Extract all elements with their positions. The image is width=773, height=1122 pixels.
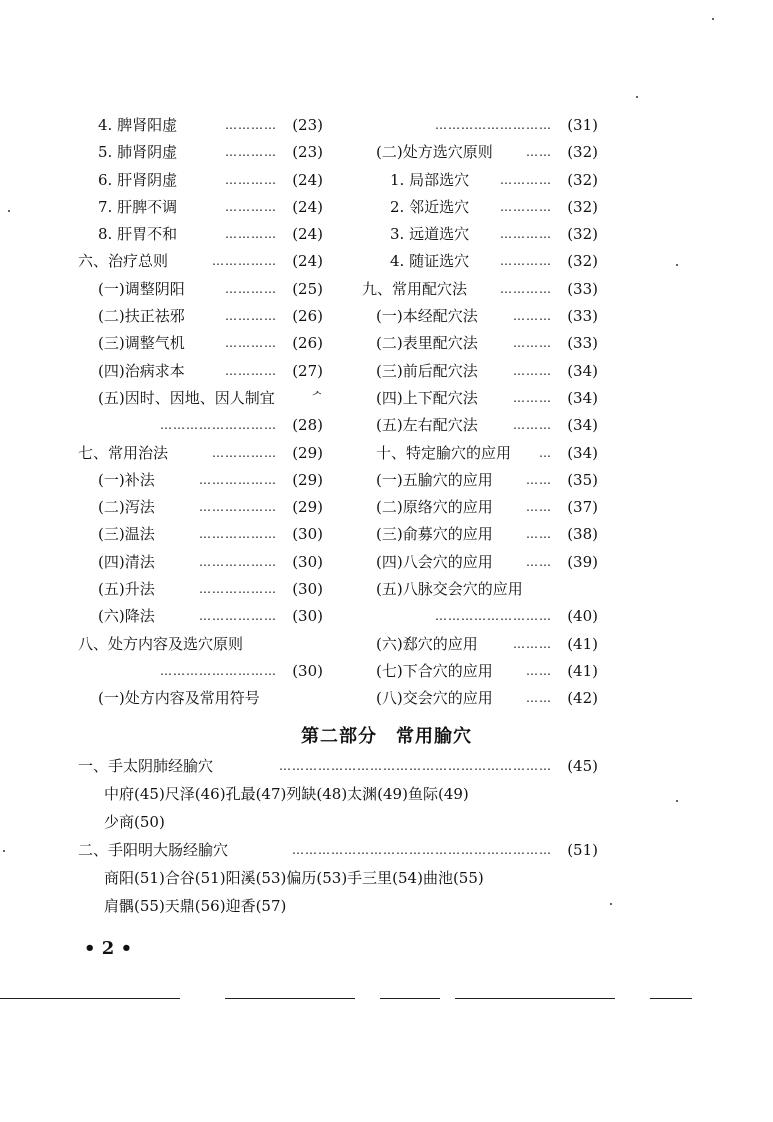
toc-leader-dots: ……………… [199,472,277,487]
toc-entry-label: (四)八会穴的应用 [376,552,493,571]
toc-leader-dots: ………… [225,336,277,351]
toc-entry [78,303,323,330]
toc-page-number: (24) [292,252,323,271]
toc-leader-dots: ……… [513,390,552,405]
toc-entry [78,248,323,275]
toc-leader-dots: ……………… [199,609,277,624]
toc-page-number: (24) [292,197,323,216]
toc-leader-dots: ……… [513,418,552,433]
toc-leader-dots: ………… [225,145,277,160]
toc-leader-dots: …… [526,691,552,706]
toc-entry-label: 4. 脾肾阳虚 [98,116,178,134]
toc-entry [78,808,598,836]
toc-entry-label: 4. 随证选穴 [390,252,470,271]
toc-leader-dots: ……………… [199,582,277,597]
toc-page-number: (33) [567,334,598,353]
toc-entry [78,112,323,139]
toc-page-number: (29) [292,498,323,517]
toc-entry [78,276,323,303]
toc-entry [78,631,323,658]
toc-entry [78,221,323,248]
toc-bottom-block [78,752,598,920]
toc-leader-dots: …… [526,554,552,569]
toc-entry-label: (六)郄穴的应用 [376,634,478,653]
toc-entry-label: 十、特定腧穴的应用 [376,443,512,462]
toc-entry-label: 1. 局部选穴 [390,170,470,189]
toc-page-number: (33) [567,279,598,298]
scan-rule [225,998,355,999]
toc-page-number: (35) [567,470,598,489]
toc-page-number: (32) [567,170,598,189]
toc-entry [78,167,323,194]
toc-leader-dots: ……… [513,309,552,324]
toc-entry [358,631,598,658]
toc-entry [78,892,598,920]
toc-entry [358,194,598,221]
toc-entry [358,221,598,248]
toc-entry [78,385,323,412]
toc-entry [358,358,598,385]
scan-rule [650,998,692,999]
toc-entry [78,780,598,808]
toc-entry [78,440,323,467]
toc-page-number: (32) [567,225,598,244]
toc-entry [358,330,598,357]
toc-entry [358,112,598,139]
toc-leader-dots: …………………………………………………… [292,843,552,857]
toc-entry [358,139,598,166]
toc-entry-label: (四)上下配穴法 [376,388,478,407]
scan-speck [3,850,5,852]
toc-leader-dots: …… [526,472,552,487]
toc-leader-dots: ………… [225,281,277,296]
toc-entry-label: 5. 肺肾阴虚 [98,143,178,162]
toc-page-number: (29) [292,443,323,462]
toc-entry [358,549,598,576]
toc-page-number: (32) [567,252,598,271]
scan-speck [676,264,678,266]
toc-leader-dots: ……………………… [160,418,277,433]
toc-entry-label: (二)原络穴的应用 [376,498,493,517]
toc-entry-label: (三)温法 [98,525,155,544]
toc-entry [358,658,598,685]
toc-entry [358,303,598,330]
toc-leader-dots: ………… [500,254,552,269]
toc-entry [78,494,323,521]
toc-entry [78,194,323,221]
toc-entry-label: (八)交会穴的应用 [376,689,493,708]
toc-entry [78,467,323,494]
toc-page-number: (27) [292,361,323,380]
toc-page-number: (34) [567,416,598,435]
toc-leader-dots: ……………… [199,527,277,542]
toc-page-number: (33) [567,307,598,326]
toc-entry [358,385,598,412]
toc-entry [358,248,598,275]
toc-page-number: (30) [292,525,323,544]
toc-entry-label: (三)俞募穴的应用 [376,525,493,544]
scan-speck [712,18,714,20]
scan-speck [8,210,10,212]
toc-entry [78,330,323,357]
toc-page-number: (31) [567,116,598,134]
toc-entry-label: 中府(45)尺泽(46)孔最(47)列缺(48)太渊(49)鱼际(49) [104,785,469,803]
toc-page-number: (29) [292,470,323,489]
toc-entry-label: (三)前后配穴法 [376,361,478,380]
toc-entry [358,494,598,521]
toc-page-number: (24) [292,225,323,244]
toc-left-column [78,112,323,713]
toc-page-number: (23) [292,116,323,134]
toc-entry [78,521,323,548]
toc-entry-label: 3. 远道选穴 [390,225,470,244]
toc-right-column [358,112,598,713]
toc-leader-dots: …… [526,145,552,160]
toc-entry [358,603,598,630]
toc-entry-label: (一)补法 [98,470,155,489]
toc-entry-label: (二)处方选穴原则 [376,143,493,162]
toc-entry-label: 6. 肝肾阴虚 [98,170,178,189]
toc-entry-label: 一、手太阴肺经腧穴 [78,757,214,775]
toc-entry [78,358,323,385]
scan-speck [676,800,678,802]
toc-entry-label: 二、手阳明大肠经腧穴 [78,841,229,859]
toc-leader-dots: ………… [225,118,277,132]
toc-entry-label: (五)因时、因地、因人制宜 [98,388,275,407]
toc-page-number: (45) [567,757,598,775]
toc-leader-dots: …… [526,663,552,678]
toc-entry [358,276,598,303]
toc-entry-label: 八、处方内容及选穴原则 [78,634,244,653]
toc-entry-label: 商阳(51)合谷(51)阳溪(53)偏历(53)手三里(54)曲池(55) [104,869,484,887]
toc-page-number: (30) [292,552,323,571]
toc-page-number: (37) [567,498,598,517]
toc-leader-dots: ……………… [199,500,277,515]
scan-mark: ᄼ [310,390,323,406]
toc-entry [358,412,598,439]
toc-entry [358,521,598,548]
toc-entry-label: (一)调整阴阳 [98,279,185,298]
toc-entry-label: (五)左右配穴法 [376,416,478,435]
toc-page-number: (34) [567,361,598,380]
toc-leader-dots: ……… [513,363,552,378]
toc-leader-dots: …… [526,500,552,515]
toc-page-number: (39) [567,552,598,571]
toc-entry [78,752,598,780]
toc-entry-label: 肩髃(55)天鼎(56)迎香(57) [104,897,287,915]
toc-page-number: (26) [292,334,323,353]
toc-entry [78,864,598,892]
toc-entry [78,658,323,685]
toc-page-number: (41) [567,661,598,680]
toc-entry-label: 2. 邻近选穴 [390,197,470,216]
toc-leader-dots: ………… [225,363,277,378]
page-number: • 2 • [84,938,133,959]
toc-page-number: (30) [292,661,323,680]
toc-entry-label: (五)升法 [98,580,155,599]
toc-entry-label: 六、治疗总则 [78,252,169,271]
toc-leader-dots: ……………………… [435,118,552,132]
toc-entry [78,139,323,166]
section-title: 第二部分 常用腧穴 [301,726,472,747]
toc-leader-dots: ………… [225,227,277,242]
toc-entry [358,467,598,494]
scan-speck [610,903,612,905]
toc-entry [358,167,598,194]
toc-entry-label: (四)清法 [98,552,155,571]
toc-leader-dots: ………… [225,309,277,324]
scan-speck [636,96,638,98]
toc-page-number: (42) [567,689,598,708]
toc-entry [78,603,323,630]
toc-entry-label: (七)下合穴的应用 [376,661,493,680]
toc-entry [358,576,598,603]
toc-entry-label: (五)八脉交会穴的应用 [376,580,523,599]
toc-leader-dots: ………… [225,172,277,187]
toc-entry-label: 8. 肝胃不和 [98,225,178,244]
toc-page-number: (28) [292,416,323,435]
toc-page-number: (23) [292,143,323,162]
toc-entry-label: (二)泻法 [98,498,155,517]
toc-entry-label: 九、常用配穴法 [362,279,468,298]
toc-entry-label: 7. 肝脾不调 [98,197,178,216]
toc-page-number: (30) [292,580,323,599]
toc-entry [358,685,598,712]
toc-page-number: (40) [567,607,598,626]
toc-page-number: (30) [292,607,323,626]
toc-entry-label: (一)五腧穴的应用 [376,470,493,489]
toc-leader-dots: …… [526,527,552,542]
toc-entry [78,685,323,712]
toc-entry-label: 七、常用治法 [78,443,169,462]
toc-leader-dots: ………… [500,172,552,187]
toc-leader-dots: ……………………… [160,663,277,678]
toc-entry [78,549,323,576]
toc-entry [358,440,598,467]
toc-page-number: (34) [567,388,598,407]
toc-entry-label: (四)治病求本 [98,361,185,380]
toc-leader-dots: …………… [212,254,277,269]
toc-leader-dots: ……………………… [435,609,552,624]
toc-leader-dots: ………… [500,281,552,296]
toc-leader-dots: ……………………………………………………… [279,759,552,773]
toc-leader-dots: ………… [500,227,552,242]
toc-entry [78,836,598,864]
toc-leader-dots: ………… [500,199,552,214]
toc-leader-dots: ……… [513,636,552,651]
scan-rule [0,998,180,999]
scan-rule [455,998,615,999]
toc-leader-dots: ………… [225,199,277,214]
toc-entry-label: (一)本经配穴法 [376,307,478,326]
toc-entry-label: 少商(50) [104,813,165,831]
toc-entry-label: (二)扶正祛邪 [98,307,185,326]
toc-page-number: (41) [567,634,598,653]
toc-entry-label: (六)降法 [98,607,155,626]
toc-entry-label: (一)处方内容及常用符号 [98,689,260,708]
toc-page-number: (38) [567,525,598,544]
toc-leader-dots: …………… [212,445,277,460]
toc-page-number: (25) [292,279,323,298]
toc-page-number: (32) [567,143,598,162]
toc-leader-dots: … [539,445,552,460]
toc-page-number: (24) [292,170,323,189]
scan-rule [380,998,440,999]
toc-page-number: (32) [567,197,598,216]
toc-entry [78,412,323,439]
toc-page-number: (26) [292,307,323,326]
toc-entry [78,576,323,603]
toc-page-number: (51) [567,841,598,859]
toc-page-number: (34) [567,443,598,462]
toc-leader-dots: ……………… [199,554,277,569]
toc-leader-dots: ……… [513,336,552,351]
toc-entry-label: (二)表里配穴法 [376,334,478,353]
toc-entry-label: (三)调整气机 [98,334,185,353]
